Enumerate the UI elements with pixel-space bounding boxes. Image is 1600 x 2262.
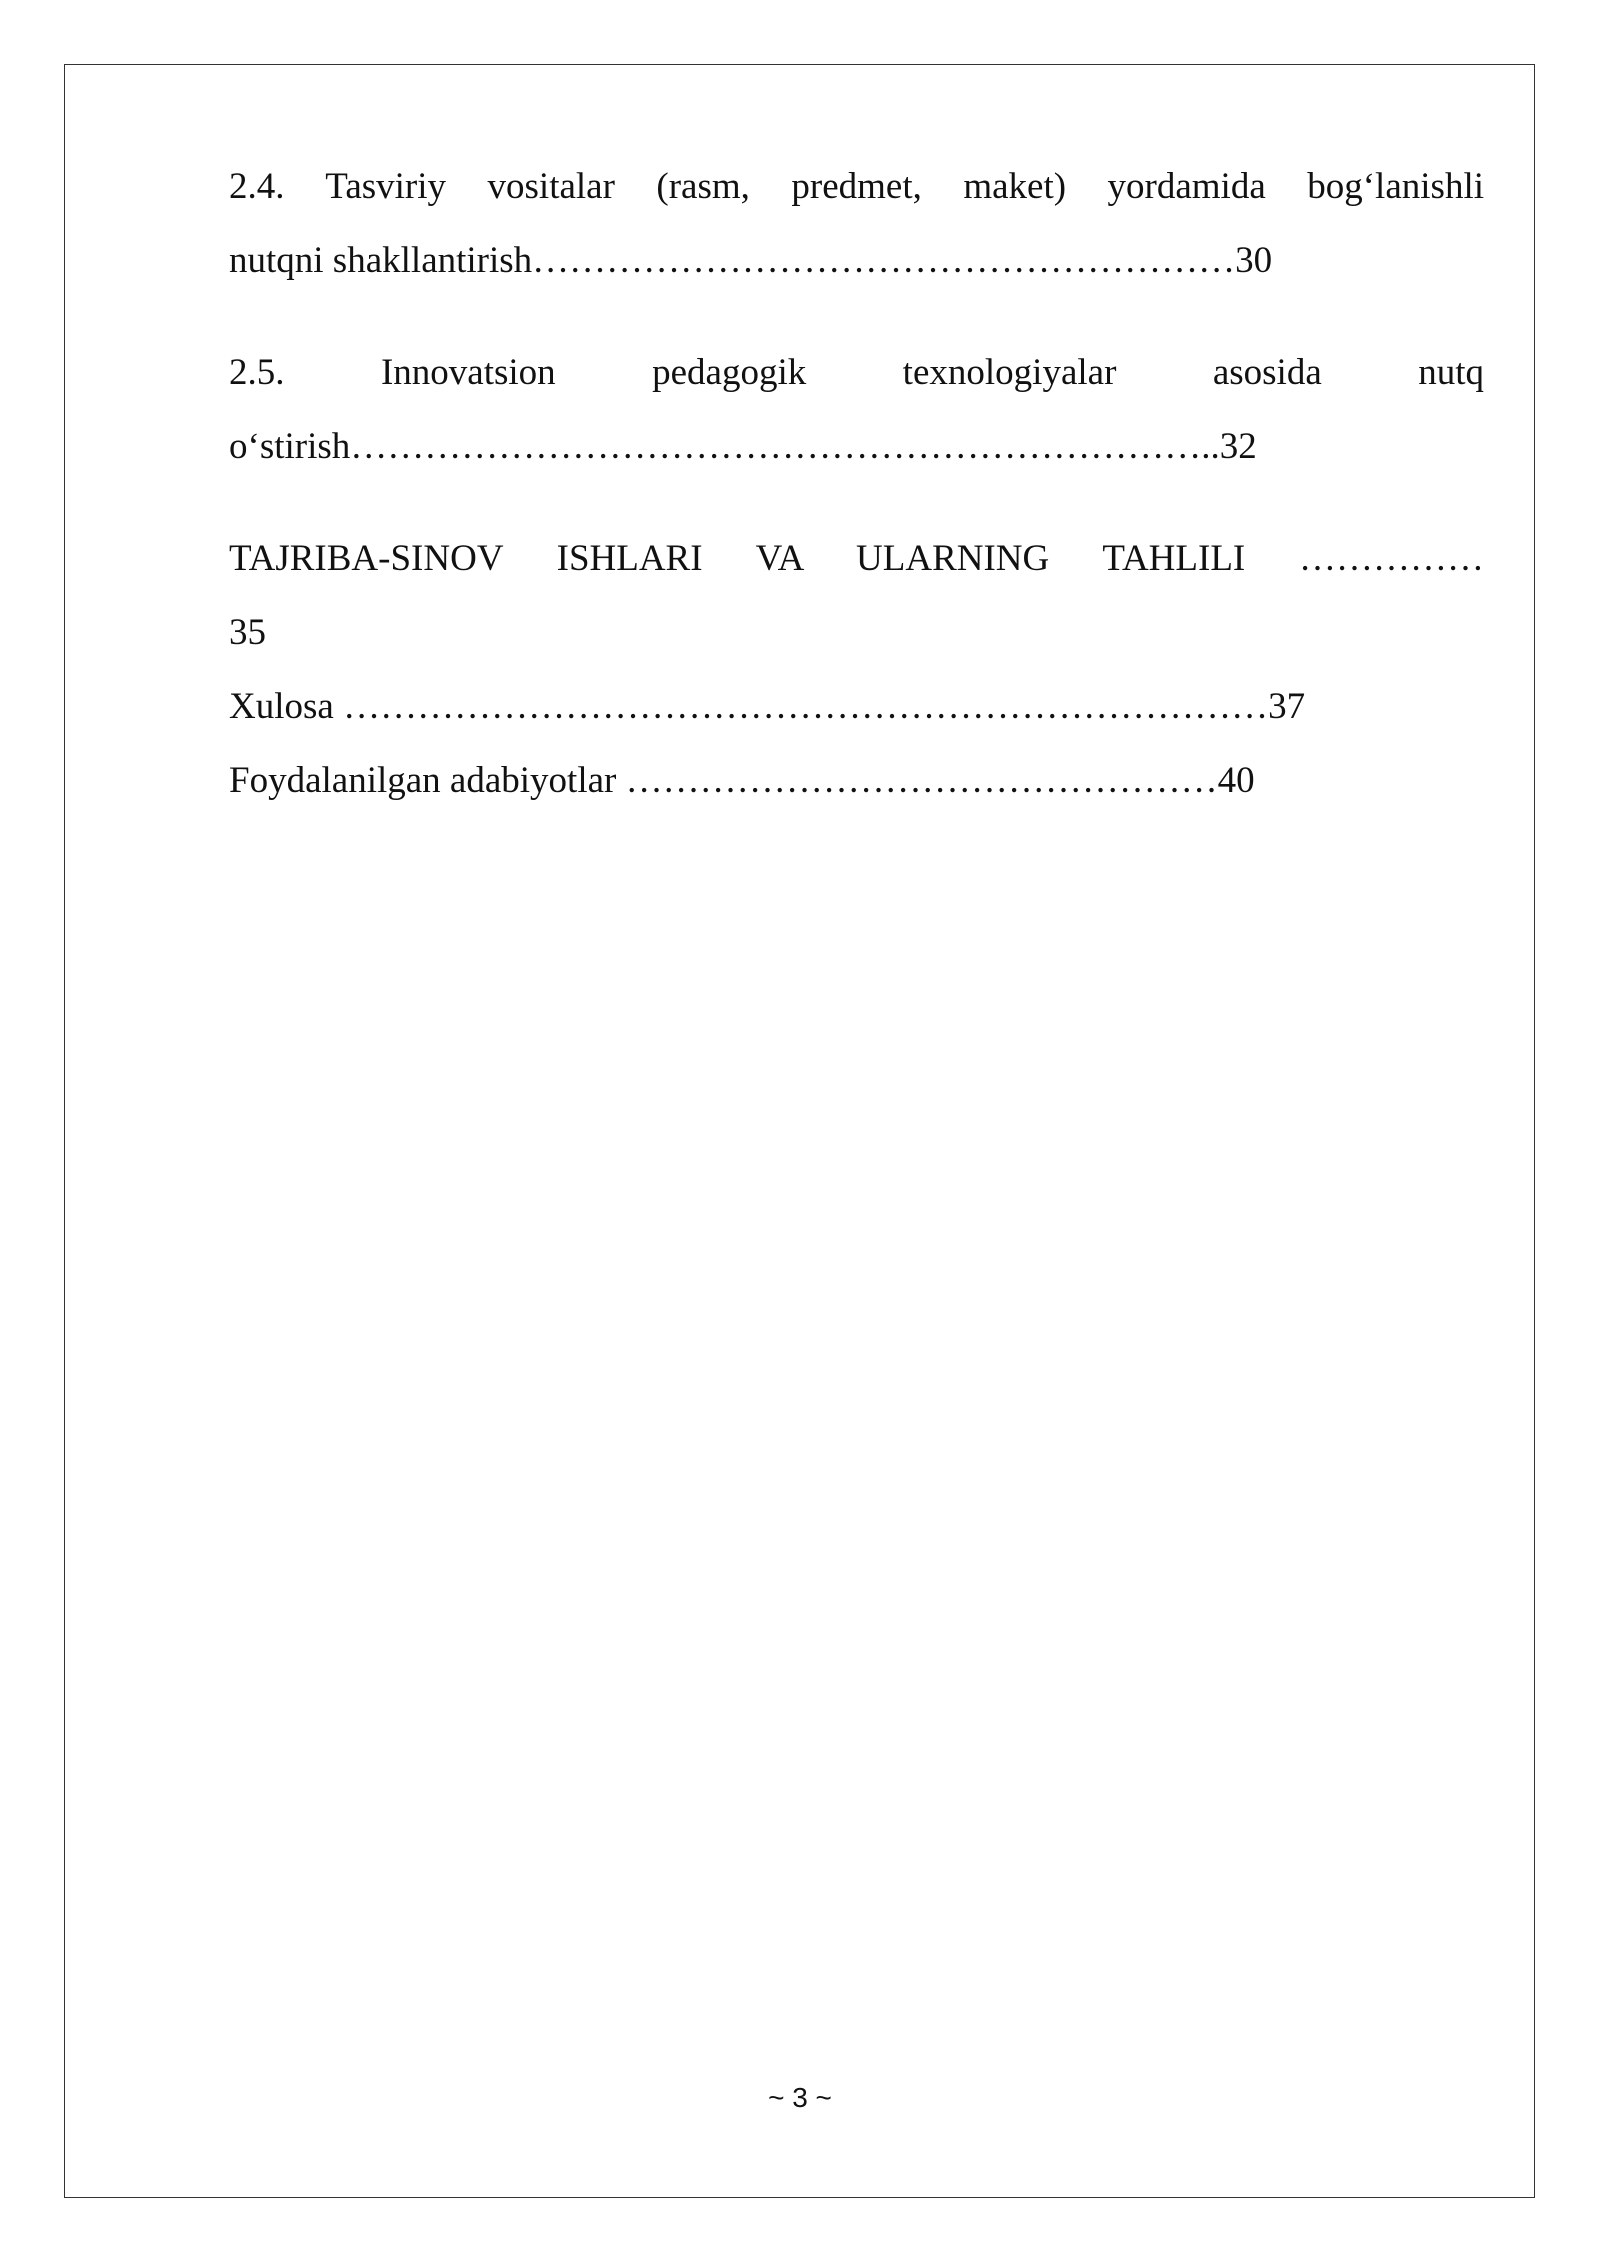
toc-entry-xulosa: Xulosa …………………………………………………………………37 (229, 686, 1306, 727)
toc-entry-chapter-3-line-1: TAJRIBA-SINOV ISHLARI VA ULARNING TAHLILI …………… (229, 538, 1484, 579)
toc-entry-2-5-line-1: 2.5. Innovatsion pedagogik texnologiyalar asosida nutq (229, 352, 1484, 393)
table-of-contents (229, 150, 1484, 818)
toc-entry-2-4-line-1: 2.4. Tasviriy vositalar (rasm, predmet, maket) yordamida bog‘lanishli (229, 166, 1484, 207)
toc-entry-2-5-line-2: o‘stirish……………………………………………………………..32 (229, 426, 1257, 467)
toc-entry-adabiyotlar: Foydalanilgan adabiyotlar …………………………………………40 (229, 760, 1255, 801)
toc-entry-chapter-3-line-2: 35 (229, 612, 266, 653)
page-number: ~ 3 ~ (768, 2082, 832, 2113)
toc-entry-2-4-line-2: nutqni shakllantirish…………………………………………………30 (229, 240, 1273, 281)
